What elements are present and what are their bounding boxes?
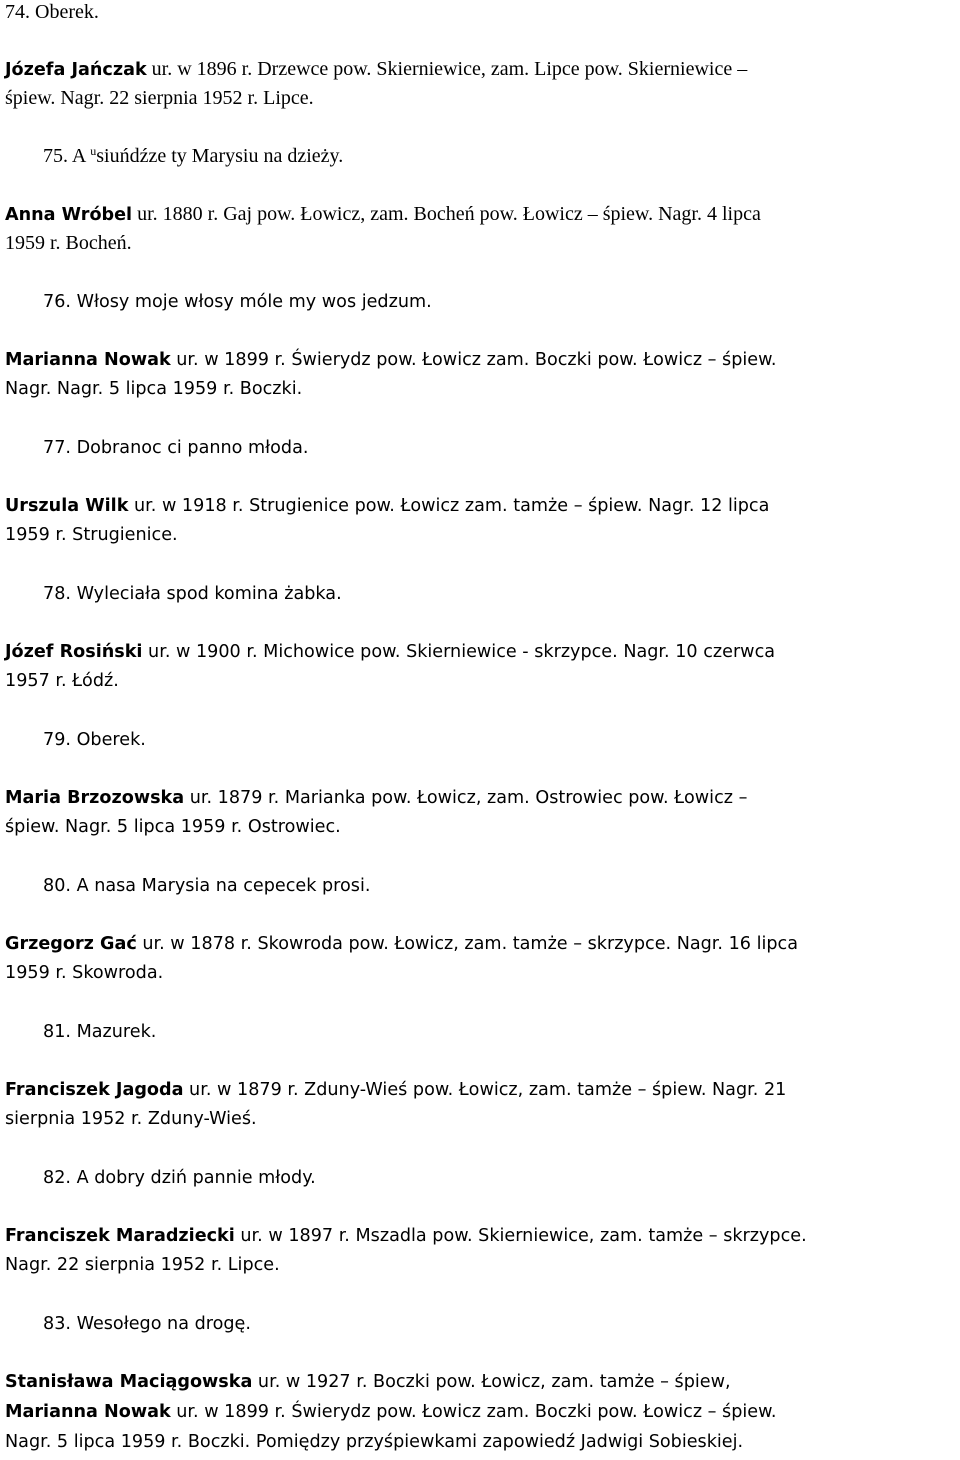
performer-line: Stanisława Maciągowska ur. w 1927 r. Boczki pow. Łowicz, zam. tamże – śpiew,: [5, 1372, 731, 1392]
performer-name: Franciszek Jagoda: [5, 1080, 184, 1100]
performer-line: 1959 r. Bocheń.: [5, 232, 132, 254]
performer-line: Franciszek Maradziecki ur. w 1897 r. Mszadla pow. Skierniewice, zam. tamże – skrzypce.: [5, 1226, 807, 1246]
performer-line: Nagr. Nagr. 5 lipca 1959 r. Boczki.: [5, 379, 303, 399]
song-heading: 83. Wesołego na drogę.: [43, 1314, 251, 1334]
performer-line: sierpnia 1952 r. Zduny-Wieś.: [5, 1109, 257, 1129]
performer-name: Stanisława Maciągowska: [5, 1372, 253, 1392]
song-heading: 79. Oberek.: [43, 730, 146, 750]
performer-name: Urszula Wilk: [5, 496, 129, 516]
performer-line: Urszula Wilk ur. w 1918 r. Strugienice pow. Łowicz zam. tamże – śpiew. Nagr. 12 lipca: [5, 496, 770, 516]
song-heading: 77. Dobranoc ci panno młoda.: [43, 438, 309, 458]
performer-line: 1959 r. Skowroda.: [5, 963, 164, 983]
performer-name: Marianna Nowak: [5, 350, 171, 370]
performer-line: Nagr. 22 sierpnia 1952 r. Lipce.: [5, 1255, 280, 1275]
performer-line: 1957 r. Łódź.: [5, 671, 119, 691]
performer-line: Józefa Jańczak ur. w 1896 r. Drzewce pow. Skierniewice, zam. Lipce pow. Skierniewice –: [5, 58, 748, 80]
performer-line: śpiew. Nagr. 5 lipca 1959 r. Ostrowiec.: [5, 817, 341, 837]
song-heading: 82. A dobry dziń pannie młody.: [43, 1168, 316, 1188]
performer-name: Franciszek Maradziecki: [5, 1226, 235, 1246]
performer-name: Maria Brzozowska: [5, 788, 185, 808]
song-heading: 74. Oberek.: [5, 1, 99, 23]
song-heading: 81. Mazurek.: [43, 1022, 157, 1042]
song-heading: 76. Włosy moje włosy móle my wos jedzum.: [43, 292, 432, 312]
performer-line: Nagr. 5 lipca 1959 r. Boczki. Pomiędzy przyśpiewkami zapowiedź Jadwigi Sobieskiej.: [5, 1432, 744, 1452]
performer-name: Józefa Jańczak: [5, 60, 147, 80]
performer-name: Grzegorz Gać: [5, 934, 137, 954]
song-heading: 75. A $^u$siuńdźze ty Marysiu na dzieży.: [43, 144, 344, 167]
performer-line: Józef Rosiński ur. w 1900 r. Michowice pow. Skierniewice - skrzypce. Nagr. 10 czerwca: [5, 642, 776, 662]
performer-name: Józef Rosiński: [5, 642, 143, 662]
performer-line: Grzegorz Gać ur. w 1878 r. Skowroda pow. Łowicz, zam. tamże – skrzypce. Nagr. 16 lipca: [5, 934, 798, 954]
song-heading: 80. A nasa Marysia na cepecek prosi.: [43, 876, 371, 896]
performer-line: Anna Wróbel ur. 1880 r. Gaj pow. Łowicz, zam. Bocheń pow. Łowicz – śpiew. Nagr. 4 lipca: [5, 203, 761, 225]
performer-line: Franciszek Jagoda ur. w 1879 r. Zduny-Wieś pow. Łowicz, zam. tamże – śpiew. Nagr. 21: [5, 1080, 787, 1100]
performer-name: Anna Wróbel: [5, 205, 133, 225]
performer-line: Maria Brzozowska ur. 1879 r. Marianka pow. Łowicz, zam. Ostrowiec pow. Łowicz –: [5, 788, 748, 808]
performer-line: Marianna Nowak ur. w 1899 r. Świerydz pow. Łowicz zam. Boczki pow. Łowicz – śpiew.: [5, 350, 777, 370]
performer-line: śpiew. Nagr. 22 sierpnia 1952 r. Lipce.: [5, 87, 314, 109]
performer-line: 1959 r. Strugienice.: [5, 525, 178, 545]
performer-line: Marianna Nowak ur. w 1899 r. Świerydz pow. Łowicz zam. Boczki pow. Łowicz – śpiew.: [5, 1402, 777, 1422]
performer-name: Marianna Nowak: [5, 1402, 171, 1422]
song-heading: 78. Wyleciała spod komina żabka.: [43, 584, 342, 604]
